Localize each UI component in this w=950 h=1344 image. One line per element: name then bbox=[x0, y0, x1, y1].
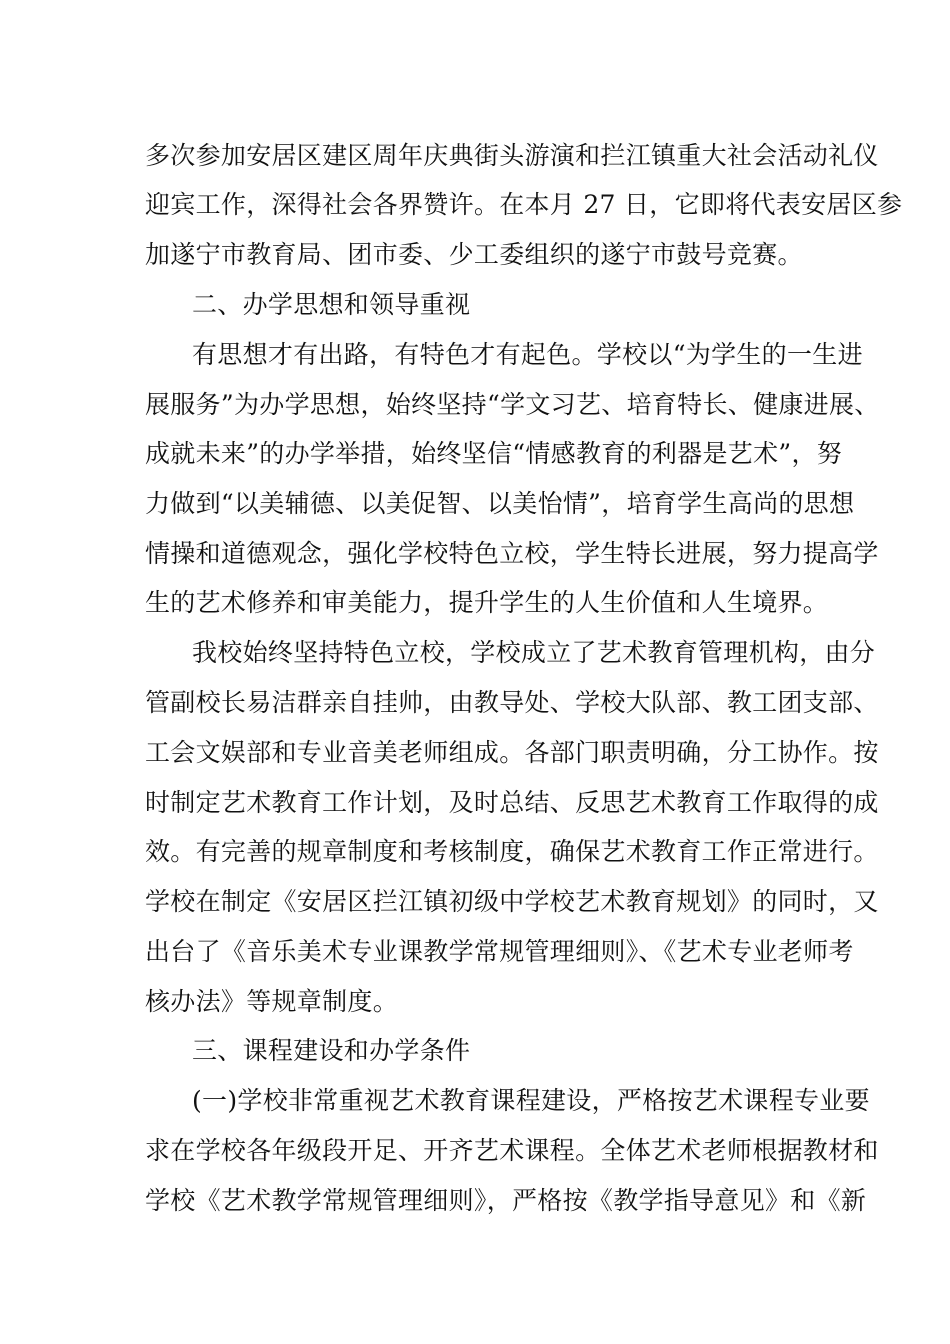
text-line: 展服务”为办学思想，始终坚持“学文习艺、培育特长、健康进展、 bbox=[145, 390, 880, 419]
text-line: 学校在制定《安居区拦江镇初级中学校艺术教育规划》的同时，又 bbox=[145, 887, 879, 916]
text-line: 有思想才有出路，有特色才有起色。学校以“为学生的一生进 bbox=[192, 340, 863, 369]
text-line: 时制定艺术教育工作计划，及时总结、反思艺术教育工作取得的成 bbox=[145, 788, 879, 817]
text-line: (一)学校非常重视艺术教育课程建设，严格按艺术课程专业要 bbox=[192, 1086, 870, 1115]
text-line: 学校《艺术教学常规管理细则》，严格按《教学指导意见》和《新 bbox=[145, 1186, 867, 1215]
text-line: 求在学校各年级段开足、开齐艺术课程。全体艺术老师根据教材和 bbox=[145, 1136, 879, 1165]
text-line: 效。有完善的规章制度和考核制度，确保艺术教育工作正常进行。 bbox=[145, 837, 879, 866]
text-line: 核办法》等规章制度。 bbox=[145, 987, 399, 1016]
text-line: 多次参加安居区建区周年庆典街头游演和拦江镇重大社会活动礼仪 bbox=[145, 141, 879, 170]
text-line: 生的艺术修养和审美能力，提升学生的人生价值和人生境界。 bbox=[145, 588, 829, 617]
section-heading: 三、课程建设和办学条件 bbox=[192, 1036, 471, 1065]
text-line: 我校始终坚持特色立校，学校成立了艺术教育管理机构，由分 bbox=[192, 638, 876, 667]
text-line: 加遂宁市教育局、团市委、少工委组织的遂宁市鼓号竞赛。 bbox=[145, 240, 803, 269]
text-line: 力做到“以美辅德、以美促智、以美怡情”，培育学生高尚的思想 bbox=[145, 489, 855, 518]
text-line: 成就未来”的办学举措，始终坚信“情感教育的利器是艺术”，努 bbox=[145, 439, 843, 468]
text-line: 情操和道德观念，强化学校特色立校，学生特长进展，努力提高学 bbox=[145, 539, 879, 568]
text-line: 出台了《音乐美术专业课教学常规管理细则》、《艺术专业老师考 bbox=[145, 937, 854, 966]
text-line: 迎宾工作，深得社会各界赞许。在本月 27 日，它即将代表安居区参 bbox=[145, 190, 903, 219]
text-line: 工会文娱部和专业音美老师组成。各部门职责明确，分工协作。按 bbox=[145, 738, 879, 767]
text-line: 管副校长易洁群亲自挂帅，由教导处、学校大队部、教工团支部、 bbox=[145, 688, 879, 717]
section-heading: 二、办学思想和领导重视 bbox=[192, 290, 471, 319]
